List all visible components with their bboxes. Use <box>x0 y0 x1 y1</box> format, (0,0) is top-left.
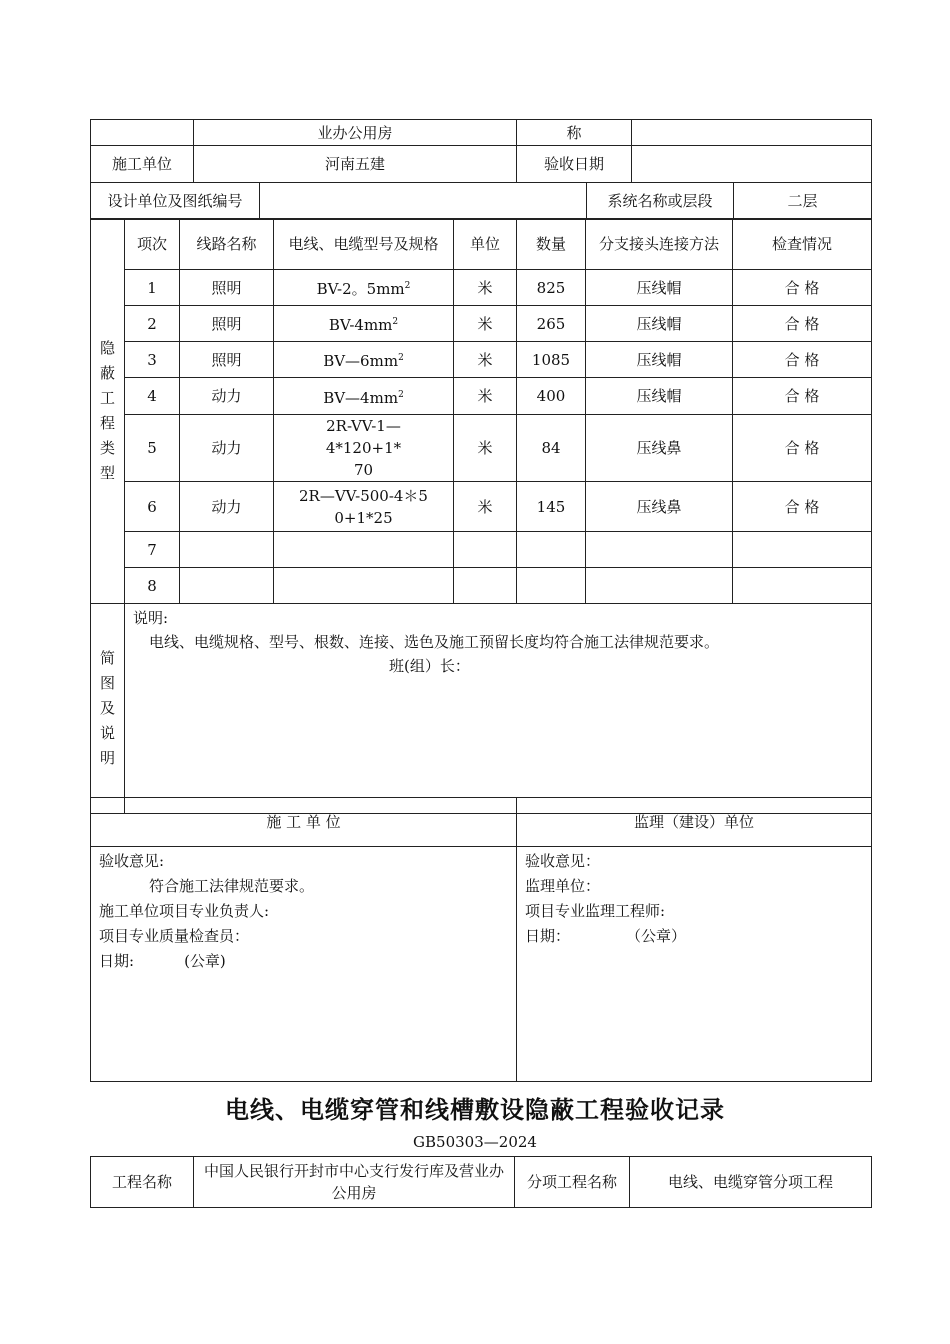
cell-joint: 压线鼻 <box>586 415 733 482</box>
cell-joint: 压线帽 <box>586 270 733 306</box>
supervisor-engineer-line: 项目专业监理工程师: <box>525 902 666 920</box>
cell-spec <box>274 532 454 568</box>
project-name-value: 中国人民银行开封市中心支行发行库及营业办公用房 <box>194 1157 515 1208</box>
builder-seal: (公章) <box>184 952 226 970</box>
table-row <box>91 568 872 604</box>
cell-joint: 压线鼻 <box>586 482 733 532</box>
cell-qty: 825 <box>517 270 586 306</box>
cell-spec <box>274 568 454 604</box>
sketch-heading: 说明: <box>133 609 169 627</box>
table-row <box>91 270 872 306</box>
cell-line: 照明 <box>180 306 274 342</box>
builder-opinion-text: 符合施工法律规范要求。 <box>149 877 315 895</box>
design-label: 设计单位及图纸编号 <box>91 183 260 220</box>
cell-joint: 压线帽 <box>586 306 733 342</box>
footer-header-table <box>90 1156 872 1208</box>
supervisor-opinion <box>517 847 872 1082</box>
system-label: 系统名称或层段 <box>587 183 734 219</box>
cell-qty: 400 <box>517 378 586 415</box>
table-row <box>91 306 872 342</box>
cell-unit: 米 <box>454 342 517 378</box>
cell-spec: 2R—VV-500-4＊50+1*25 <box>274 482 454 532</box>
builder-qc-line: 项目专业质量检查员： <box>99 927 250 945</box>
cell-unit: 米 <box>454 306 517 342</box>
table-row <box>91 378 872 415</box>
cell-no: 8 <box>125 568 180 604</box>
cell-spec: $BV-4mm^2$ <box>274 306 454 342</box>
subproject-value <box>632 120 872 146</box>
cell-qty: 145 <box>517 482 586 532</box>
cell-no: 2 <box>125 306 180 342</box>
builder-value: 河南五建 <box>194 146 517 183</box>
design-value <box>260 183 587 220</box>
cell-qty: 1085 <box>517 342 586 378</box>
cell-line <box>180 532 274 568</box>
cell-no: 7 <box>125 532 180 568</box>
cell-qty: 265 <box>517 306 586 342</box>
cell-spec: $BV—6mm^2$ <box>274 342 454 378</box>
cell-no: 4 <box>125 378 180 415</box>
cell-line: 动力 <box>180 378 274 415</box>
cell-joint <box>586 532 733 568</box>
subproject-name-value: 电线、电缆穿管分项工程 <box>630 1157 872 1208</box>
builder-opinion <box>91 847 517 1082</box>
table-row <box>91 342 872 378</box>
cell-unit: 米 <box>454 378 517 415</box>
system-value: 二层 <box>787 192 818 210</box>
team-leader-line: 班(组）长： <box>389 657 470 675</box>
col-header-line: 线路名称 <box>180 219 274 270</box>
cell-no: 1 <box>125 270 180 306</box>
builder-date-line: 日期: (公章) <box>99 952 226 970</box>
col-header-joint: 分支接头连接方法 <box>586 219 733 270</box>
accept-date-value <box>632 146 872 183</box>
col-header-no: 项次 <box>125 219 180 270</box>
project-name-label: 工程名称 <box>91 1157 194 1208</box>
col-header-spec: 电线、电缆型号及规格 <box>274 219 454 270</box>
cell-check: 合 格 <box>733 306 872 342</box>
cell-unit: 米 <box>454 482 517 532</box>
cell-check: 合 格 <box>733 415 872 482</box>
supervisor-opinion-label: 验收意见： <box>525 852 601 870</box>
cell-qty <box>517 568 586 604</box>
cell-no: 3 <box>125 342 180 378</box>
cell-joint: 压线帽 <box>586 378 733 415</box>
cell-unit <box>454 532 517 568</box>
cell-line: 动力 <box>180 415 274 482</box>
cell-joint <box>586 568 733 604</box>
cell-line: 照明 <box>180 270 274 306</box>
cell-line: 照明 <box>180 342 274 378</box>
accept-date-label: 验收日期 <box>517 146 632 183</box>
cell-spec: 2R-VV-1—4*120+1*70 <box>274 415 454 482</box>
cell-check: 合 格 <box>733 270 872 306</box>
cell-check: 合 格 <box>733 482 872 532</box>
builder-opinion-label: 验收意见: <box>99 852 165 870</box>
table-row <box>91 532 872 568</box>
table-row <box>91 415 872 482</box>
cell-qty <box>517 532 586 568</box>
supervisor-section-title: 监理（建设）单位 <box>517 798 872 847</box>
supervisor-seal: （公章） <box>626 927 687 945</box>
table-row <box>91 482 872 532</box>
cell-line <box>180 568 274 604</box>
supervisor-unit-line: 监理单位： <box>525 877 601 895</box>
signoff-table <box>90 797 872 1082</box>
cell-unit: 米 <box>454 270 517 306</box>
project-name-tail: 业办公用房 <box>194 120 517 146</box>
col-header-unit: 单位 <box>454 219 517 270</box>
cell-check: 合 格 <box>733 342 872 378</box>
subproject-name-label: 分项工程名称 <box>515 1157 630 1208</box>
cell-check: 合 格 <box>733 378 872 415</box>
project-label-empty <box>91 120 194 146</box>
cell-no: 5 <box>125 415 180 482</box>
cell-check <box>733 568 872 604</box>
builder-label: 施工单位 <box>91 146 194 183</box>
col-header-check: 检查情况 <box>733 219 872 270</box>
cell-unit: 米 <box>454 415 517 482</box>
cell-spec: $BV—4mm^2$ <box>274 378 454 415</box>
cell-line: 动力 <box>180 482 274 532</box>
header-table <box>90 119 872 220</box>
cell-unit <box>454 568 517 604</box>
sketch-text: 电线、电缆规格、型号、根数、连接、选色及施工预留长度均符合施工法律规范要求。 <box>149 633 720 651</box>
hidden-type-side-label: 隐蔽工程类型 <box>91 219 125 604</box>
cell-qty: 84 <box>517 415 586 482</box>
sketch-notes <box>125 604 872 814</box>
document-title: 电线、电缆穿管和线槽敷设隐蔽工程验收记录 <box>225 1095 725 1124</box>
cell-check <box>733 532 872 568</box>
cell-no: 6 <box>125 482 180 532</box>
standard-code: GB50303—2024 <box>413 1133 537 1151</box>
builder-lead-line: 施工单位项目专业负责人: <box>99 902 270 920</box>
builder-section-title: 施 工 单 位 <box>91 798 517 847</box>
cell-spec: BV-2。$5mm^2$ <box>274 270 454 306</box>
supervisor-date-line: 日期： （公章） <box>525 927 687 945</box>
sketch-side-label: 简图及说明 <box>91 604 125 814</box>
hidden-work-table <box>90 218 872 814</box>
cell-joint: 压线帽 <box>586 342 733 378</box>
col-header-qty: 数量 <box>517 219 586 270</box>
subproject-label-tail: 称 <box>517 120 632 146</box>
